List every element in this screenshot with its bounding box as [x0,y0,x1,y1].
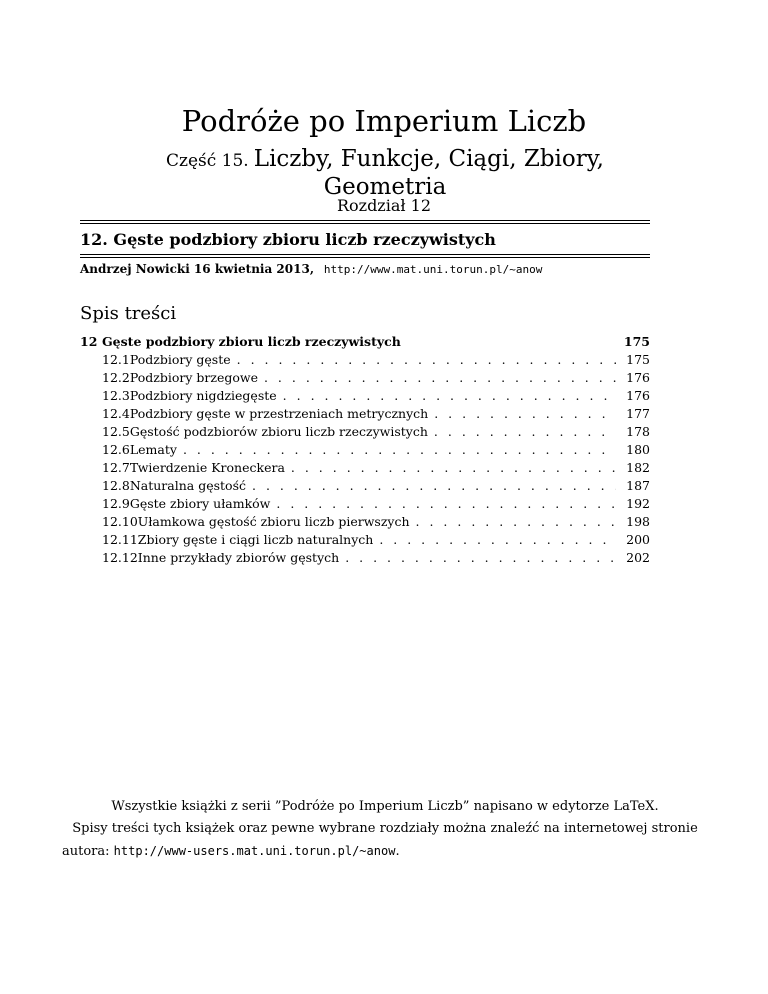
toc-section-number: 12.12 [102,550,138,565]
toc-section-entry[interactable] [80,441,650,459]
chapter-heading: 12. Gęste podzbiory zbioru liczb rzeczywistych [80,230,496,249]
author-url-link[interactable]: http://www.mat.uni.torun.pl/~anow [323,263,543,276]
toc-leader-dots [434,405,616,423]
toc-section-label: Twierdzenie Kroneckera [129,460,285,475]
toc-section-page: 177 [626,406,650,421]
toc-heading: Spis treści [80,303,177,324]
author-line [80,262,650,276]
toc-leader-dots [345,549,616,567]
toc-section-number: 12.3 [102,388,130,403]
toc-section-page: 187 [626,478,650,493]
book-title: Podróże po Imperium Liczb [181,104,587,138]
toc-section-number: 12.8 [102,478,130,493]
toc-leader-dots [276,495,616,513]
toc-section-page: 175 [626,352,650,367]
toc-section-label: Podzbiory brzegowe [129,370,258,385]
footer-note [60,796,710,863]
author-date: Andrzej Nowicki 16 kwietnia 2013, [80,262,315,276]
toc-section-number: 12.7 [102,460,130,475]
toc-chapter-page: 175 [623,334,650,349]
part-title: Liczby, Funkcje, Ciągi, Zbiory, Geometria [253,146,604,200]
toc-leader-dots [434,423,616,441]
toc-section-page: 182 [626,460,650,475]
toc-section-page: 202 [626,550,650,565]
footer-line-2: Spisy treści tych książek oraz pewne wybrane rozdziały można znaleźć na internetowej stronie [72,821,698,836]
toc-section-number: 12.9 [102,496,130,511]
top-rule [80,220,650,224]
toc-chapter-number: 12 [80,334,98,349]
footer-author-prefix: autora: [62,844,110,859]
toc-leader-dots [379,531,616,549]
toc-section-number: 12.10 [102,514,138,529]
toc-section-entry[interactable] [80,405,650,423]
bottom-rule [80,254,650,258]
toc-section-number: 12.6 [102,442,130,457]
toc-section-label: Gęste zbiory ułamków [129,496,271,511]
toc-section-number: 12.2 [102,370,130,385]
toc-section-page: 176 [626,388,650,403]
toc-section-page: 178 [626,424,650,439]
toc-section-entry[interactable] [80,459,650,477]
toc-section-entry[interactable] [80,369,650,387]
toc-section-label: Podzbiory nigdziegęste [129,388,277,403]
footer-line-1: Wszystkie książki z serii ”Podróże po Imperium Liczb” napisano w edytorze LaTeX. [111,799,659,814]
toc-leader-dots [237,351,616,369]
part-number: Część 15. [165,151,249,171]
footer-line-3 [60,840,710,863]
toc-section-page: 192 [626,496,650,511]
toc-section-label: Ułamkowa gęstość zbioru liczb pierwszych [137,514,410,529]
toc-section-entry[interactable] [80,423,650,441]
toc-section-number: 12.5 [102,424,130,439]
toc-chapter-label: Gęste podzbiory zbioru liczb rzeczywistych [102,334,401,349]
toc-leader-dots [416,513,616,531]
toc-section-label: Gęstość podzbiorów zbioru liczb rzeczywistych [129,424,428,439]
toc-section-page: 200 [626,532,650,547]
toc-section-label: Naturalna gęstość [129,478,246,493]
toc-leader-dots [291,459,616,477]
toc-section-entry[interactable] [80,351,650,369]
table-of-contents [80,333,650,567]
toc-section-number: 12.1 [102,352,130,367]
book-subtitle [140,146,630,202]
toc-section-label: Lematy [129,442,177,457]
toc-leader-dots [264,369,616,387]
toc-section-entry[interactable] [80,549,650,567]
toc-section-page: 198 [626,514,650,529]
toc-section-entry[interactable] [80,387,650,405]
chapter-label: Rozdział 12 [336,196,432,215]
toc-section-number: 12.11 [102,532,138,547]
toc-section-label: Podzbiory gęste [129,352,231,367]
toc-section-entry[interactable] [80,495,650,513]
toc-leader-dots [183,441,616,459]
footer-url-link[interactable]: http://www-users.mat.uni.torun.pl/~anow [113,844,396,858]
toc-section-entry[interactable] [80,477,650,495]
toc-section-entry[interactable] [80,531,650,549]
toc-section-number: 12.4 [102,406,130,421]
toc-section-label: Zbiory gęste i ciągi liczb naturalnych [137,532,374,547]
toc-leader-dots [252,477,616,495]
toc-section-label: Podzbiory gęste w przestrzeniach metrycznych [129,406,429,421]
toc-chapter-entry[interactable] [80,333,650,351]
toc-section-entry[interactable] [80,513,650,531]
toc-leader-dots [283,387,616,405]
toc-section-page: 176 [626,370,650,385]
toc-section-label: Inne przykłady zbiorów gęstych [137,550,340,565]
footer-suffix: . [395,844,400,859]
toc-section-page: 180 [626,442,650,457]
